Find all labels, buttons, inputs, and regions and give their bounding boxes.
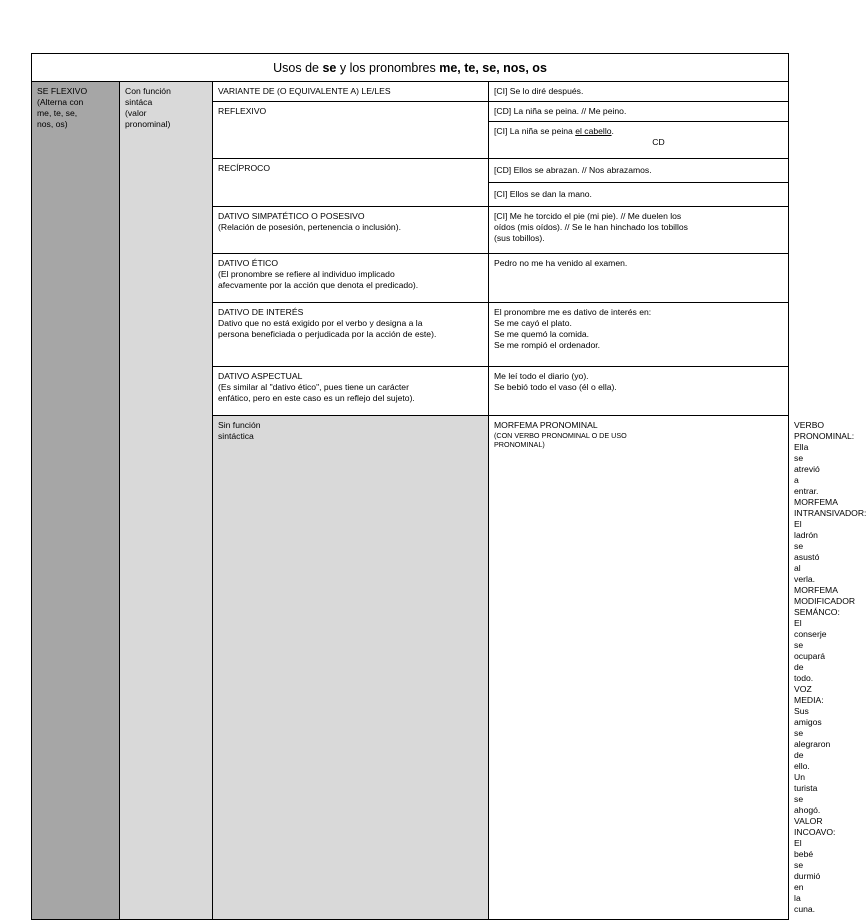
reflexivo-name: REFLEXIVO: [213, 102, 489, 159]
interes-example: El pronombre me es dativo de interés en: Se me cayó el plato. Se me quemó la comida. Se me rompió el ordenador.: [489, 303, 789, 367]
reflexivo-example-cd: [CD] La niña se peina. // Me peino.: [489, 102, 789, 122]
variante-name: VARIANTE DE (O EQUIVALENTE A) LE/LES: [213, 82, 489, 102]
morfema-name: MORFEMA PRONOMINAL (CON VERBO PRONOMINAL O DE USO PRONOMINAL): [489, 416, 789, 920]
reflexivo-example-ci: [CI] La niña se peina el cabello. CD: [489, 122, 789, 159]
se-flexivo-cell: SE FLEXIVO (Alterna con me, te, se, nos, os): [32, 82, 120, 920]
interes-name: DATIVO DE INTERÉS Dativo que no está exigido por el verbo y designa a la persona beneficiada o perjudicada por la acción de este).: [213, 303, 489, 367]
etico-name: DATIVO ÉTICO (El pronombre se refiere al individuo implicado afecvamente por la acción que denota el predicado).: [213, 254, 489, 303]
etico-example: Pedro no me ha venido al examen.: [489, 254, 789, 303]
reciproco-name: RECÍPROCO: [213, 159, 489, 207]
posesivo-example: [CI] Me he torcido el pie (mi pie). // Me duelen los oídos (mis oídos). // Se le han hinchado los tobillos (sus tobillos).: [489, 207, 789, 254]
sin-funcion-cell: Sin función sintáctica: [213, 416, 489, 920]
usage-table: Usos de se y los pronombres me, te, se, nos, os SE FLEXIVO (Alterna con me, te, se, nos, os) Con función sintáca (valor pronominal) VARIANTE DE (O EQUIVALENTE A) LE/LES [CI] Se lo diré después. REFLEXIVO [CD] La niña se peina. // Me peino. [CI] La niña se peina el cabello. CD RECÍPROCO [CD] Ellos se abrazan. // Nos abrazamos. [CI] Ellos se dan la mano. DATIVO SIMPATÉTICO O POSESIVO (Relación de posesión, pertenencia o inclusión). [CI] Me he torcido el pie (mi pie). // Me duelen los oídos (mis oídos). // Se le han hinchado los tobillos (sus tobillos). DATIVO ÉTICO (El pronombre se refiere al individuo implicado afecvamente por la acción que denota el predicado). Pedro no me ha venido al examen. DATIVO DE INTERÉS Dativo que no está exigido por el verbo y designa a la persona beneficiada o perjudicada por la acción de este). El pronombre me es dativo de interés en: Se me cayó el plato. Se me quemó la comida. Se me rompió el ordenador. DATIVO ASPECTUAL (Es similar al "dativo ético", pues tiene un carácter enfático, pero en este caso es un reflejo del sujeto). Me leí todo el diario (yo). Se bebió todo el vaso (él o ella). Sin función sintáctica MORFEMA PRONOMINAL (CON VERBO PRONOMINAL O DE USO PRONOMINAL) VERBO PRONOMINAL: Ella se atrevió a entrar. MORFEMA INTRANSIVADOR: El ladrón se asustó al verla. MORFEMA MODIFICADOR SEMÁNCO: El conserje se ocupará de todo. VOZ MEDIA: Sus amigos se alegraron de ello. Un turista se ahogó. VALOR INCOAVO: El bebé se durmió en la cuna.: [31, 53, 789, 920]
con-funcion-cell: Con función sintáca (valor pronominal): [120, 82, 213, 920]
reciproco-example-cd: [CD] Ellos se abrazan. // Nos abrazamos.: [489, 159, 789, 183]
aspectual-example: Me leí todo el diario (yo). Se bebió todo el vaso (él o ella).: [489, 367, 789, 416]
table-title: Usos de se y los pronombres me, te, se, nos, os: [32, 54, 789, 82]
variante-example: [CI] Se lo diré después.: [489, 82, 789, 102]
reciproco-example-ci: [CI] Ellos se dan la mano.: [489, 183, 789, 207]
aspectual-name: DATIVO ASPECTUAL (Es similar al "dativo ético", pues tiene un carácter enfático, pero en este caso es un reflejo del sujeto).: [213, 367, 489, 416]
usage-table-container: [31, 53, 866, 920]
posesivo-name: DATIVO SIMPATÉTICO O POSESIVO (Relación de posesión, pertenencia o inclusión).: [213, 207, 489, 254]
